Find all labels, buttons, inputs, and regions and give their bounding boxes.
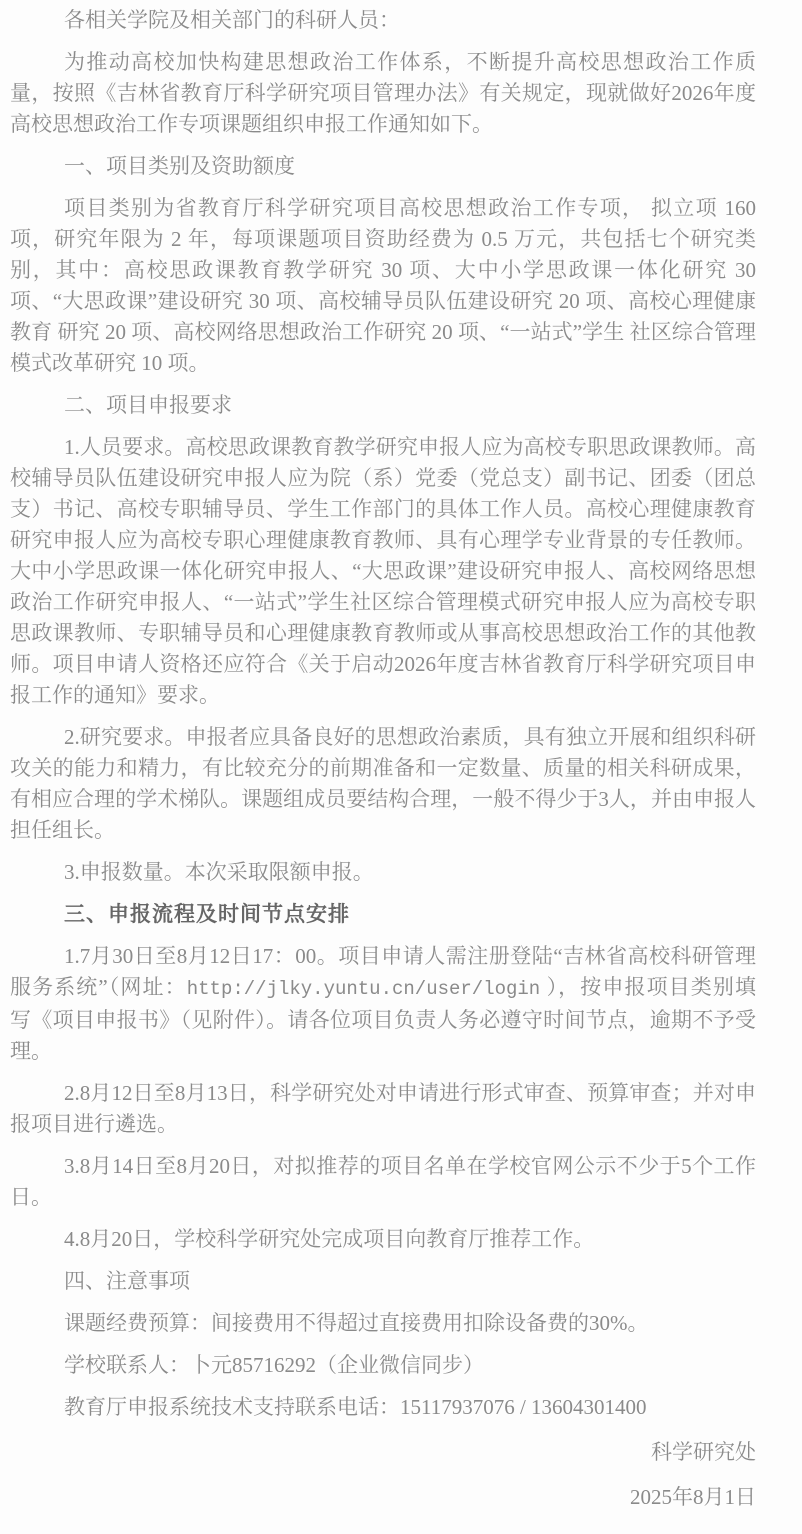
text-segment: 1.7月30日至8月12日17：00。项目申请人需注册登陆“吉林省高校科研管理服务系统”（网址： (10, 944, 756, 999)
school-contact: 学校联系人：卜元85716292（企业微信同步） (64, 1353, 484, 1377)
section-1-heading: 一、项目类别及资助额度 (64, 154, 295, 178)
section-3-item-1 (10, 941, 756, 1067)
intro-paragraph: 为推动高校加快构建思想政治工作体系，不断提升高校思想政治工作质量，按照《吉林省教育厅科学研究项目管理办法》有关规定，现就做好2026年度高校思想政治工作专项课题组织申报工作通知如下。 (10, 50, 756, 136)
section-2-item-2: 2.研究要求。申报者应具备良好的思想政治素质，具有独立开展和组织科研攻关的能力和精力，有比较充分的前期准备和一定数量、质量的相关科研成果，有相应合理的学术梯队。课题组成员要结构合理，一般不得少于3人，并由申报人担任组长。 (10, 725, 756, 842)
section-3-item-3: 3.8月14日至8月20日，对拟推荐的项目名单在学校官网公示不少于5个工作日。 (10, 1154, 756, 1209)
budget-note: 课题经费预算：间接费用不得超过直接费用扣除设备费的30%。 (64, 1311, 649, 1335)
section-3-item-2: 2.8月12日至8月13日，科学研究处对申请进行形式审查、预算审查；并对申报项目进行遴选。 (10, 1081, 756, 1136)
tech-support-contact: 教育厅申报系统技术支持联系电话：15117937076 / 13604301400 (64, 1395, 647, 1419)
section-4-heading: 四、注意事项 (64, 1269, 190, 1293)
section-2-heading: 二、项目申报要求 (64, 393, 232, 417)
section-2-item-1: 1.人员要求。高校思政课教育教学研究申报人应为高校专职思政课教师。高校辅导员队伍建设研究申报人应为院（系）党委（党总支）副书记、团委（团总支）书记、高校专职辅导员、学生工作部门的具体工作人员。高校心理健康教育研究申报人应为高校专职心理健康教育教师、具有心理学专业背景的专任教师。大中小学思政课一体化研究申报人、“大思政课”建设研究申报人、高校网络思想政治工作研究申报人、“一站式”学生社区综合管理模式研究申报人应为高校专职思政课教师、专职辅导员和心理健康教育教师或从事高校思想政治工作的其他教师。项目申请人资格还应符合《关于启动2026年度吉林省教育厅科学研究项目申报工作的通知》要求。 (10, 435, 756, 707)
section-3-item-4: 4.8月20日，学校科学研究处完成项目向教育厅推荐工作。 (64, 1227, 595, 1251)
section-2-item-3: 3.申报数量。本次采取限额申报。 (64, 860, 374, 884)
salutation: 各相关学院及相关部门的科研人员： (64, 8, 400, 32)
system-login-url: http://jlky.yuntu.cn/user/login (186, 978, 541, 1000)
section-3-heading: 三、申报流程及时间节点安排 (64, 903, 350, 926)
section-1-paragraph: 项目类别为省教育厅科学研究项目高校思想政治工作专项， 拟立项 160 项，研究年限为 2 年，每项课题项目资助经费为 0.5 万元，共包括七个研究类别，其中：高校思政课教育教学研究 30 项、大中小学思政课一体化研究 30 项、“大思政课”建设研究 30 项、高校辅导员队伍建设研究 20 项、高校心理健康教育 研究 20 项、高校网络思想政治工作研究 20 项、“一站式”学生 社区综合管理模式改革研究 10 项。 (10, 196, 756, 375)
text-segment: ），按申报项目类别填写《项目申报书》（见附件）。请各位项目负责人务必遵守时间节点，逾期不予受理。 (10, 975, 756, 1063)
signature-date: 2025年8月1日 (630, 1485, 756, 1509)
signature-department: 科学研究处 (651, 1440, 756, 1464)
